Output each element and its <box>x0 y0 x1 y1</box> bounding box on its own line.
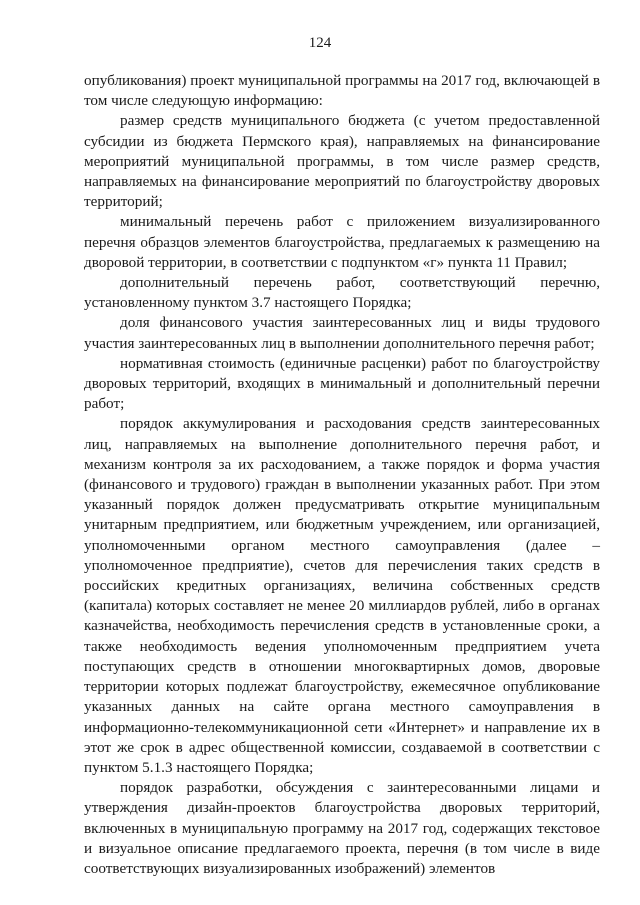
paragraph: порядок аккумулирования и расходования средств заинтересованных лиц, направляемых на выполнение дополнительного перечня работ, и механизм контроля за их расходованием, а также порядок и форма участия (финансового и трудового) граждан в выполнении указанных работ. При этом указанный порядок должен предусматривать открытие муниципальным унитарным предприятием, или бюджетным учреждением, или организацией, уполномоченными органом местного самоуправления (далее – уполномоченное предприятие), счетов для перечисления таких средств в российских кредитных организациях, величина собственных средств (капитала) которых составляет не менее 20 миллиардов рублей, либо в органах казначейства, необходимость перечисления средств в установленные сроки, а также необходимость ведения уполномоченным предприятием учета поступающих средств в отношении многоквартирных домов, дворовые территории которых подлежат благоустройству, ежемесячное опубликование указанных данных на сайте органа местного самоуправления в информационно-телекоммуникационной сети «Интернет» и направление их в этот же срок в адрес общественной комиссии, создаваемой в соответствии с пунктом 5.1.3 настоящего Порядка; <box>84 415 600 776</box>
paragraph: минимальный перечень работ с приложением визуализированного перечня образцов элементов благоустройства, предлагаемых к размещению на дворовой территории, в соответствии с подпунктом «г» пункта 11 Правил; <box>84 213 600 271</box>
document-body <box>84 71 600 879</box>
paragraph: размер средств муниципального бюджета (с учетом предоставленной субсидии из бюджета Пермского края), направляемых на финансирование мероприятий муниципальной программы, в том числе размер средств, направляемых на финансирование мероприятий по благоустройству дворовых территорий; <box>84 112 600 211</box>
page-number: 124 <box>308 35 332 51</box>
paragraph: доля финансового участия заинтересованных лиц и виды трудового участия заинтересованных лиц в выполнении дополнительного перечня работ; <box>84 314 600 352</box>
paragraph: нормативная стоимость (единичные расценки) работ по благоустройству дворовых территорий, входящих в минимальный и дополнительный перечни работ; <box>84 354 600 413</box>
paragraph: дополнительный перечень работ, соответствующий перечню, установленному пунктом 3.7 настоящего Порядка; <box>84 274 600 312</box>
paragraph: порядок разработки, обсуждения с заинтересованными лицами и утверждения дизайн-проектов благоустройства дворовых территорий, включенных в муниципальную программу на 2017 год, содержащих текстовое и визуальное описание предлагаемого проекта, перечня (в том числе в виде соответствующих визуализированных изображений) элементов <box>84 779 600 877</box>
paragraph: опубликования) проект муниципальной программы на 2017 год, включающей в том числе следующую информацию: <box>84 72 600 110</box>
